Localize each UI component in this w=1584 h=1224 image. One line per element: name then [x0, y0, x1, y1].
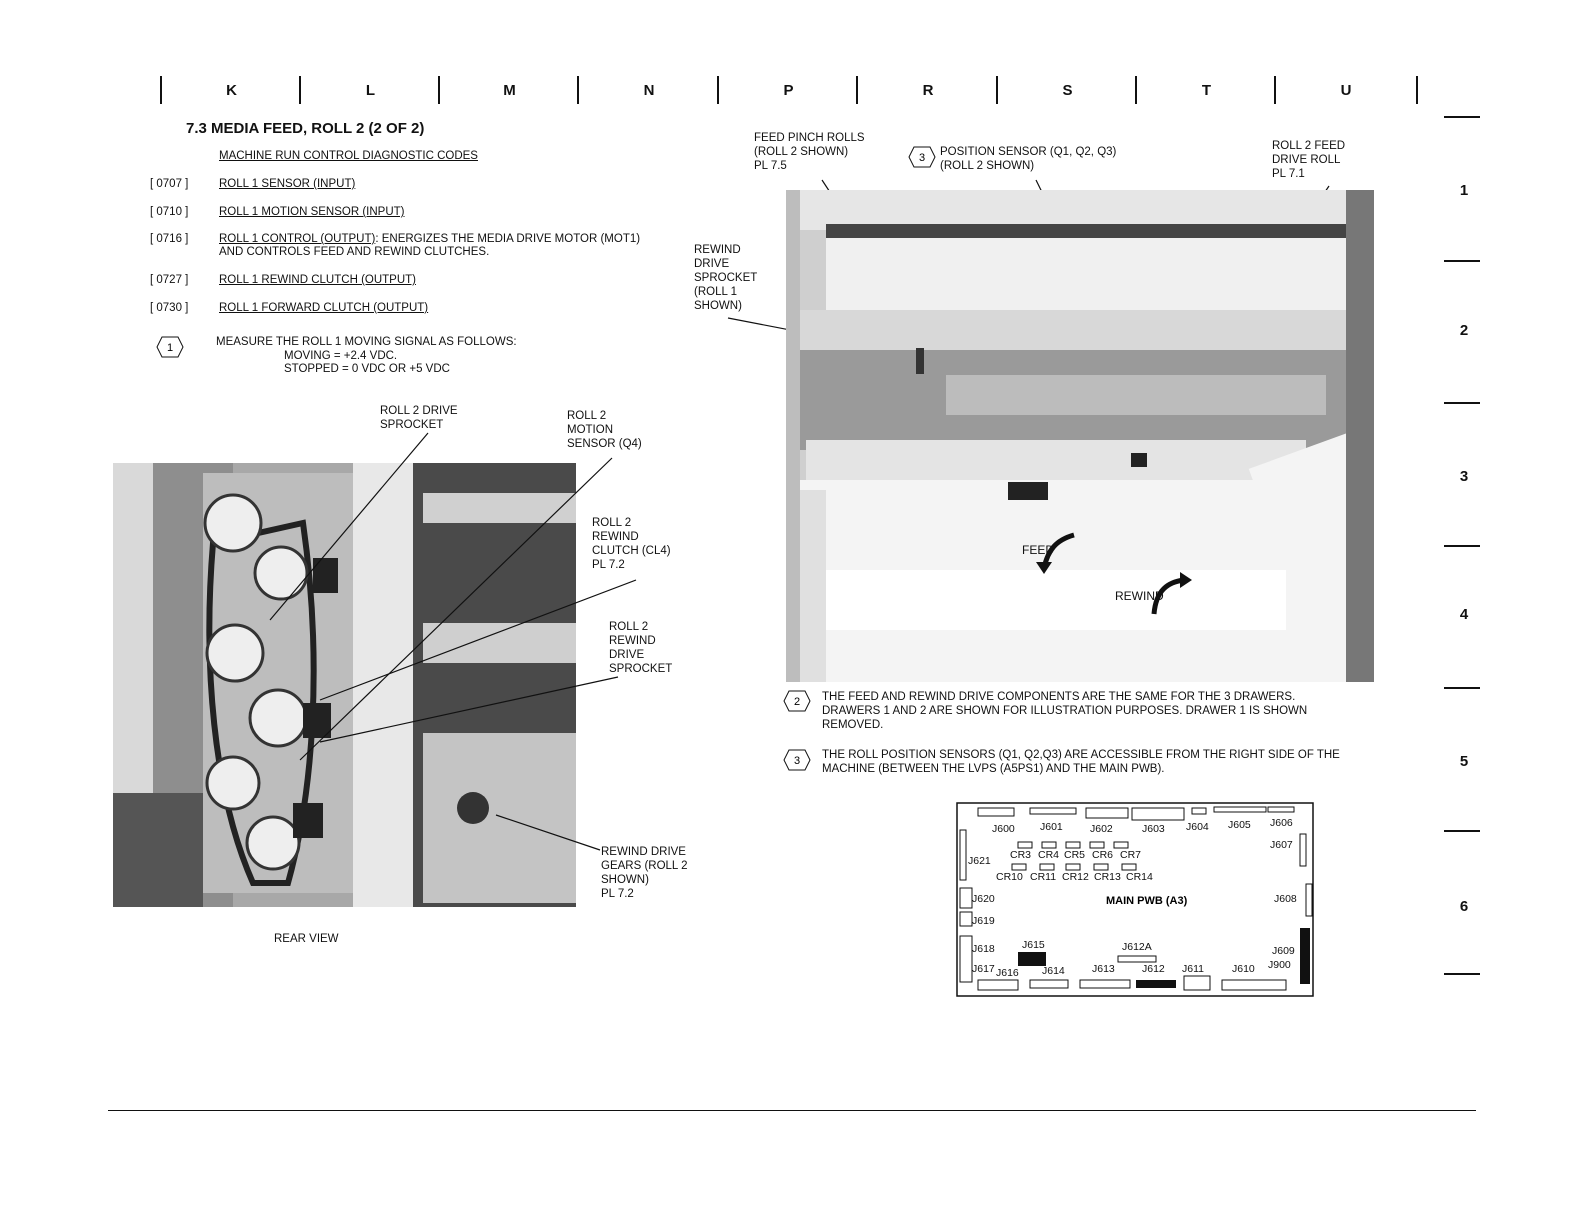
pwb-label: J612A [1122, 941, 1152, 953]
diag-text: ROLL 1 REWIND CLUTCH (OUTPUT) [219, 274, 416, 286]
callout-line: MOTION [567, 424, 613, 436]
callout-line: PL 7.5 [754, 160, 787, 172]
leader-line [320, 580, 636, 700]
pwb-label: CR14 [1126, 871, 1153, 883]
column-label: R [856, 76, 998, 104]
pwb-label: J609 [1272, 945, 1295, 957]
pwb-label: CR6 [1092, 849, 1114, 861]
callout-position-sensor [940, 145, 1116, 173]
diag-text: ROLL 1 CONTROL (OUTPUT) [219, 233, 376, 245]
note-hex-badge [783, 749, 811, 771]
callout-line: REWIND [609, 635, 656, 647]
pwb-label: J607 [1270, 839, 1293, 851]
pwb-label: J611 [1182, 963, 1204, 975]
callout-line: (ROLL 2 SHOWN) [940, 160, 1035, 172]
note-num: 1 [166, 342, 174, 354]
page-title: 7.3 MEDIA FEED, ROLL 2 (2 OF 2) [186, 120, 425, 137]
note1-line: MOVING = +2.4 VDC. [284, 350, 398, 362]
callout-line: REWIND [694, 244, 741, 256]
column-label: N [577, 76, 719, 104]
pwb-label: J604 [1186, 821, 1209, 833]
callout-line: POSITION SENSOR (Q1, Q2, Q3) [940, 146, 1117, 158]
rewind-arrow-label: REWIND [1115, 589, 1164, 603]
note1-line: STOPPED = 0 VDC OR +5 VDC [284, 363, 450, 375]
row-label: 6 [1459, 898, 1469, 915]
note-line: MACHINE (BETWEEN THE LVPS (A5PS1) AND THE MAIN PWB). [822, 763, 1165, 775]
pwb-label: J613 [1092, 963, 1115, 975]
leader-line [496, 815, 600, 850]
pwb-label: J612 [1142, 963, 1165, 975]
callout-line: ROLL 2 [592, 517, 632, 529]
connector [1136, 980, 1176, 988]
pwb-label: J608 [1274, 893, 1297, 905]
note-num: 2 [793, 696, 801, 708]
pwb-label: J616 [996, 967, 1019, 979]
row-label: 4 [1459, 606, 1469, 623]
callout-line: FEED PINCH ROLLS [754, 132, 865, 144]
pwb-label: J614 [1042, 965, 1065, 977]
note-hex-badge [783, 690, 811, 712]
callout-line: DRIVE [609, 649, 645, 661]
pwb-label: CR13 [1094, 871, 1121, 883]
callout-line: REWIND [592, 531, 639, 543]
column-label: K [160, 76, 301, 104]
diag-heading: MACHINE RUN CONTROL DIAGNOSTIC CODES [219, 150, 478, 162]
note2-text [822, 690, 1307, 732]
note-line: REMOVED. [822, 719, 884, 731]
diag-code: [ 0727 ] [150, 274, 189, 286]
pwb-label: CR7 [1120, 849, 1142, 861]
pwb-label: CR11 [1030, 871, 1057, 883]
diag-extra-line: AND CONTROLS FEED AND REWIND CLUTCHES. [219, 246, 490, 258]
diag-code: [ 0710 ] [150, 206, 189, 218]
note-line: DRAWERS 1 AND 2 ARE SHOWN FOR ILLUSTRATION PURPOSES. DRAWER 1 IS SHOWN [822, 705, 1308, 717]
pwb-label: J621 [968, 855, 991, 867]
drawer-illustration [786, 190, 1374, 682]
pwb-label: CR3 [1010, 849, 1032, 861]
row-label: 2 [1459, 322, 1469, 339]
callout-rewind-sprocket-right [694, 243, 757, 313]
pwb-label: J603 [1142, 823, 1165, 835]
callout-line: PL 7.2 [601, 888, 634, 900]
connector [1018, 952, 1046, 966]
pwb-label: J900 [1268, 959, 1291, 971]
diag-text: ROLL 1 MOTION SENSOR (INPUT) [219, 206, 405, 218]
column-label: S [996, 76, 1137, 104]
pwb-label: J600 [992, 823, 1015, 835]
pwb-title: MAIN PWB (A3) [1106, 895, 1188, 907]
feed-arrow-label: FEED [1022, 543, 1055, 557]
callout-line: DRIVE ROLL [1272, 154, 1341, 166]
pwb-label: J619 [972, 915, 995, 927]
callout-line: REWIND DRIVE [601, 846, 686, 858]
diag-code: [ 0707 ] [150, 178, 189, 190]
note1-line: MEASURE THE ROLL 1 MOVING SIGNAL AS FOLLOWS: [216, 336, 517, 348]
callout-line: SPROCKET [380, 419, 444, 431]
callout-line: DRIVE [694, 258, 730, 270]
row-label: 1 [1459, 182, 1469, 199]
diag-extra: : ENERGIZES THE MEDIA DRIVE MOTOR (MOT1) [375, 233, 641, 245]
diag-text: ROLL 1 FORWARD CLUTCH (OUTPUT) [219, 302, 429, 314]
diag-text: ROLL 1 SENSOR (INPUT) [219, 178, 356, 190]
pwb-label: J617 [972, 963, 995, 975]
connector [1300, 928, 1310, 984]
note-num: 3 [918, 152, 926, 164]
leader-line [320, 677, 618, 742]
column-label: U [1274, 76, 1418, 104]
pwb-label: J606 [1270, 817, 1293, 829]
callout-line: (ROLL 2 SHOWN) [754, 146, 849, 158]
main-pwb-diagram [956, 802, 1314, 998]
column-label: M [438, 76, 579, 104]
callout-line: PL 7.2 [592, 559, 625, 571]
callout-line: SHOWN) [694, 300, 742, 312]
note-line: THE FEED AND REWIND DRIVE COMPONENTS ARE THE SAME FOR THE 3 DRAWERS. [822, 691, 1296, 703]
callout-line: CLUTCH (CL4) [592, 545, 671, 557]
leader-line [300, 458, 612, 760]
callout-line: GEARS (ROLL 2 [601, 860, 688, 872]
column-label: P [717, 76, 858, 104]
rear-view-caption: REAR VIEW [274, 933, 339, 945]
diag-code: [ 0730 ] [150, 302, 189, 314]
callout-line: ROLL 2 DRIVE [380, 405, 458, 417]
callout-pinch-rolls [754, 131, 865, 173]
footer-rule [108, 1110, 1476, 1111]
callout-line: ROLL 2 [609, 621, 649, 633]
column-label: L [299, 76, 440, 104]
callout-feed-drive-roll [1272, 139, 1345, 181]
pwb-label: J605 [1228, 819, 1251, 831]
note-num: 3 [793, 755, 801, 767]
callout-line: ROLL 2 FEED [1272, 140, 1346, 152]
note3-text [822, 748, 1340, 776]
diag-code: [ 0716 ] [150, 233, 189, 245]
callout-line: SENSOR (Q4) [567, 438, 642, 450]
row-label: 3 [1459, 468, 1469, 485]
note-line: THE ROLL POSITION SENSORS (Q1, Q2,Q3) ARE ACCESSIBLE FROM THE RIGHT SIDE OF THE [822, 749, 1340, 761]
row-label: 5 [1459, 753, 1469, 770]
pwb-label: J602 [1090, 823, 1113, 835]
leader-line [270, 433, 428, 620]
pwb-label: J615 [1022, 939, 1045, 951]
note-hex-badge [908, 146, 936, 168]
pwb-label: CR10 [996, 871, 1023, 883]
pwb-label: J601 [1040, 821, 1063, 833]
pwb-label: CR5 [1064, 849, 1086, 861]
callout-line: (ROLL 1 [694, 286, 738, 298]
pwb-label: J610 [1232, 963, 1255, 975]
pwb-label: CR4 [1038, 849, 1060, 861]
callout-line: SPROCKET [694, 272, 758, 284]
callout-line: PL 7.1 [1272, 168, 1305, 180]
pwb-label: J620 [972, 893, 995, 905]
drawer-photo [786, 190, 1374, 682]
pwb-label: J618 [972, 943, 995, 955]
callout-line: ROLL 2 [567, 410, 607, 422]
pwb-label: CR12 [1062, 871, 1089, 883]
column-label: T [1135, 76, 1276, 104]
callout-line: SPROCKET [609, 663, 673, 675]
callout-line: SHOWN) [601, 874, 649, 886]
